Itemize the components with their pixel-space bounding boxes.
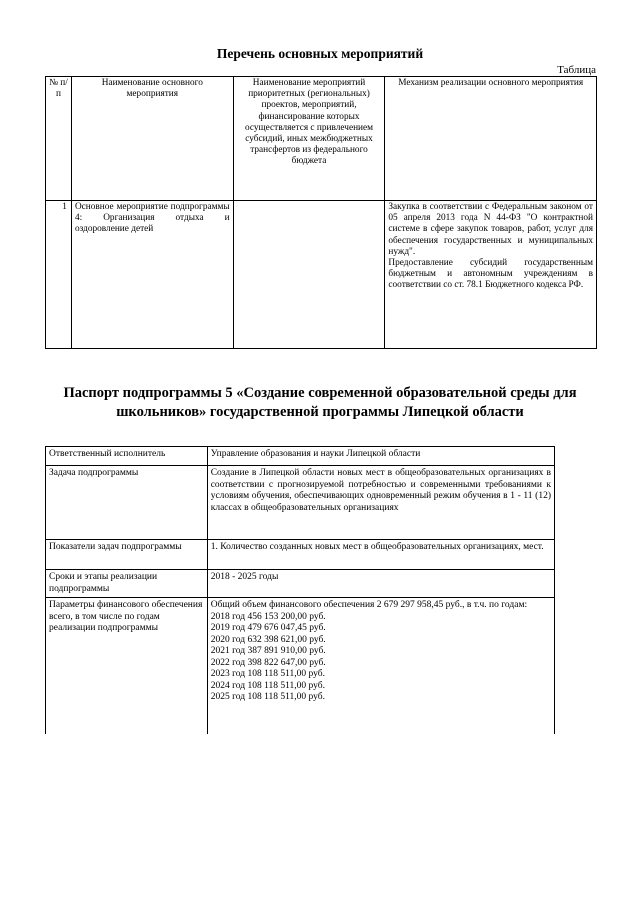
row-label: Сроки и этапы реализации подпрограммы: [46, 570, 208, 598]
finance-value: [207, 598, 554, 734]
passport-row: [46, 447, 555, 466]
header-projects: Наименование мероприятий приоритетных (региональных) проектов, мероприятий, финансирование которых осуществляется с привлечением субсидий, иных межбюджетных трансфертов из федерального бюджета: [233, 77, 385, 201]
finance-year: 2023 год 108 118 511,00 руб.: [210, 669, 325, 679]
finance-year: 2018 год 456 153 200,00 руб.: [210, 611, 326, 622]
list-title: Перечень основных мероприятий: [216, 46, 424, 61]
passport-table: [45, 446, 555, 734]
mechanism-procurement: Закупка в соответствии с Федеральным законом от 05 апреля 2013 года N 44-ФЗ "О контрактной системе в сфере закупок товаров, работ, услуг для обеспечения государственных и муниципальных нужд".: [388, 202, 593, 257]
finance-total: Общий объем финансового обеспечения 2 679 297 958,45 руб., в т.ч. по годам:: [210, 600, 528, 610]
row-value: Создание в Липецкой области новых мест в общеобразовательных организациях в соответствии с прогнозируемой потребностью и современными требованиями к условиям обучения, обеспечивающих одновременный режим обучения в 1 - 11 (12) классах в общеобразовательных организациях: [207, 466, 554, 540]
passport-row-finance: [46, 598, 555, 734]
finance-year: 2024 год 108 118 511,00 руб.: [210, 680, 325, 691]
table-header-row: [46, 77, 597, 201]
row-value: 1. Количество созданных новых мест в общеобразовательных организациях, мест.: [207, 540, 554, 570]
row-projects: [233, 201, 385, 349]
finance-year: 2021 год 387 891 910,00 руб.: [210, 646, 326, 656]
passport-row: [46, 540, 555, 570]
passport-title: Паспорт подпрограммы 5 «Создание современной образовательной среды для школьников» государственной программы Липецкой области: [63, 385, 577, 420]
row-value: Управление образования и науки Липецкой области: [207, 447, 554, 466]
finance-year: 2025 год 108 118 511,00 руб.: [210, 692, 325, 702]
finance-year: 2020 год 632 398 621,00 руб.: [210, 634, 326, 645]
row-mechanism: [385, 201, 597, 349]
header-num: № п/п: [46, 77, 72, 201]
passport-row: [46, 466, 555, 540]
finance-label: Параметры финансового обеспечения всего, в том числе по годам реализации подпрограммы: [46, 598, 208, 734]
mechanism-subsidies: Предоставление субсидий государственным бюджетным и автономным учреждениям в соответствии со ст. 78.1 Бюджетного кодекса РФ.: [388, 258, 593, 291]
table-label: Таблица: [557, 64, 596, 76]
row-activity-name: Основное мероприятие подпрограммы 4: Организация отдыха и оздоровление детей: [71, 201, 233, 349]
table-row: [46, 201, 597, 349]
passport-row: [46, 570, 555, 598]
header-activity-name: Наименование основного мероприятия: [71, 77, 233, 201]
header-mechanism: Механизм реализации основного мероприятия: [385, 77, 597, 201]
finance-year: 2019 год 479 676 047,45 руб.: [210, 623, 326, 633]
row-num: 1: [46, 201, 72, 349]
row-value: 2018 - 2025 годы: [207, 570, 554, 598]
activities-table: [45, 76, 597, 349]
row-label: Показатели задач подпрограммы: [46, 540, 208, 570]
finance-year: 2022 год 398 822 647,00 руб.: [210, 657, 326, 668]
row-label: Ответственный исполнитель: [46, 447, 208, 466]
row-label: Задача подпрограммы: [46, 466, 208, 540]
